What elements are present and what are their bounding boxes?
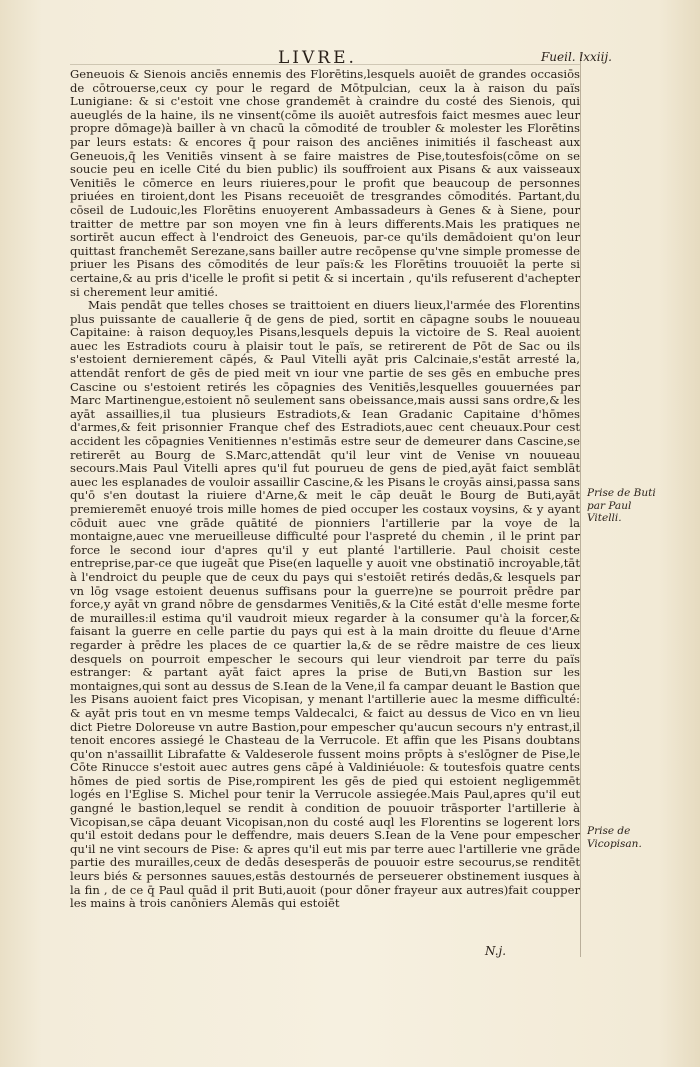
running-title: LIVRE.	[278, 48, 357, 68]
folio-number: Fueil. lxxiij.	[540, 50, 612, 64]
paragraph: Mais pendāt que telles choses se traittoient en diuers lieux,l'armée des Florentins plus puissante de cauallerie q̄ de gens de pied, sortit en cāpagne soubs le nouueau Capitaine: à raison dequoy,les Pisans,lesquels depuis la victoire de S. Real auoient auec les Estradiots couru à plaisir tout le païs, se retirerent de Pōt de Sac ou ils s'estoient dernierement cāpés, & Paul Vitelli ayāt pris Calcinaie,s'estāt arresté la, attendāt renfort de gēs de pied meit vn iour vne partie de ses gēs en embuche pres Cascine ou s'estoient retirés les cōpagnies des Venitiēs,lesquelles gouuernées par Marc Martinengue,estoient nō seulement sans obeissance,mais aussi sans ordre,& les ayāt assaillies,il tua plusieurs Estradiots,& Iean Gradanic Capitaine d'hōmes d'armes,& feit prisonnier Franque chef des Estradiots,auec cent cheuaux.Pour cest accident les cōpagnies Venitiennes n'estimās estre seur de demeurer dans Cascine,se retirerēt au Bourg de S.Marc,attendāt qu'il leur vint de Venise vn nouueau secours.Mais Paul Vitelli apres qu'il fut pourueu de gens de pied,ayāt faict semblāt auec les esplanades de vouloir assaillir Cascine,& les Pisans le croyās ainsi,passa sans qu'ō s'en doutast la riuiere d'Arne,& meit le cāp deuāt le Bourg de Buti,ayāt premieremēt enuoyé trois mille homes de pied occuper les costaux voysins, & y ayant cōduit auec vne grāde quātité de pionniers l'artillerie par la voye de la montaigne,auec vne merueilleuse difficulté pour l'aspreté du chemin , il le print par force le second iour d'apres qu'il y eut planté l'artillerie. Paul choisit ceste entreprise,par-ce que iugeāt que Pise(en laquelle y auoit vne obstinatiō incroyable,tāt à l'endroict du peuple que de ceux du pays qui s'estoiēt retirés dedās,& lesquels par vn lōg vsage estoient deuenus suffisans pour la guerre)ne se pourroit prēdre par force,y ayāt vn grand nōbre de gensdarmes Venitiēs,& la Cité estāt d'elle mesme forte de murailles:il estima qu'il vaudroit mieux regarder à la consumer qu'à la forcer,& faisant la guerre en celle partie du pays qui est à la main droitte du fleuue d'Arne regarder à prēdre les places de ce quartier la,& de se rēdre maistre de ces lieux desquels on pourroit empescher le secours qui leur viendroit par terre du païs estranger: & partant ayāt faict apres la prise de Buti,vn Bastion sur les montaignes,qui sont au dessus de S.Iean de la Vene,il fa campar deuant le Bastion que les Pisans auoient faict pres Vicopisan, y menant l'artillerie auec la mesme difficulté: & ayāt pris tout en vn mesme temps Valdecalci, & faict au dessus de Vico en vn lieu dict Pietre Doloreuse vn autre Bastion,pour empescher qu'aucun secours n'y entrast,il tenoit encores assiegé le Chasteau de la Verrucole. Et affin que les Pisans doubtans qu'on n'assaillit Librafatte & Valdeserole fussent moins prōpts à s'eslōgner de Pise,le Cōte Rinucce s'estoit auec autres gens cāpé à Valdiniéuole: & toutesfois quatre cents hōmes de pied sortis de Pise,rompirent les gēs de pied qui estoient negligemmēt logés en l'Eglise S. Michel pour tenir la Verrucole assiegée.Mais Paul,apres qu'il eut gangné le bastion,lequel se rendit à condition de pouuoir trāsporter l'artillerie à Vicopisan,se cāpa deuant Vicopisan,non du costé auql les Florentins se logerent lors qu'il estoit dedans pour le deffendre, mais deuers S.Iean de la Vene pour empescher qu'il ne vint secours de Pise: & apres qu'il eut mis par terre auec l'artillerie vne grāde partie des murailles,ceux de dedās desesperās de pouuoir estre secourus,se renditēt leurs biés & personnes sauues,estās destournés de perseuerer obstinement iusques à la fin , de ce q̄ Paul quād il prit Buti,auoit (pour dōner frayeur aux autres)fait coupper les mains à trois canōniers Alemās qui estoiēt	[70, 298, 580, 911]
paragraph: Geneuois & Sienois anciēs ennemis des Florētins,lesquels auoiēt de grandes occasiōs de cōtrouerse,ceux cy pour le regard de Mōtpulcian, ceux la à raison du païs Lunigiane: & si c'estoit vne chose grandemēt à craindre du costé des Sienois, qui aueuglés de la haine, ils ne vinsent(cōme ils auoiēt autresfois faict mesmes auec leur propre dōmage)à bailler à vn chacū la cōmodité de troubler & molester les Florētins par leurs estats: & encores q̄ pour raison des anciēnes inimitiés il fascheast aux Geneuois,q̄ les Venitiēs vinsent à se faire maistres de Pise,toutesfois(cōme on se soucie peu en icelle Cité du bien public) ils souffroient aux Pisans & aux vaisseaux Venitiēs le cōmerce en leurs riuieres,pour le profit que beaucoup de personnes priuées en tiroient,dont les Pisans receuoiēt de tresgrandes cōmodités. Partant,du cōseil de Ludouic,les Florētins enuoyerent Ambassadeurs à Genes & à Siene, pour traitter de mettre par son moyen vne fin à leurs differents.Mais les pratiques ne sortirēt aucun effect à l'endroict des Geneuois, par-ce qu'ils demādoient qu'on leur quittast franchemēt Serezane,sans bailler autre recōpense qu'vne simple promesse de priuer les Pisans des cōmodités de leur païs:& les Florētins trouuoiēt la perte si certaine,& au pris d'icelle le profit si petit & si incertain , qu'ils refuserent d'achepter si cherement leur amitié.	[70, 67, 580, 299]
margin-rule	[580, 52, 581, 957]
margin-note-buti: Prise de Buti par Paul Vitelli.	[587, 487, 656, 524]
page-header	[70, 48, 612, 68]
margin-note-vicopisan: Prise de Vicopisan.	[587, 825, 642, 850]
body-text	[70, 68, 580, 911]
signature-mark: N.j.	[485, 944, 507, 958]
